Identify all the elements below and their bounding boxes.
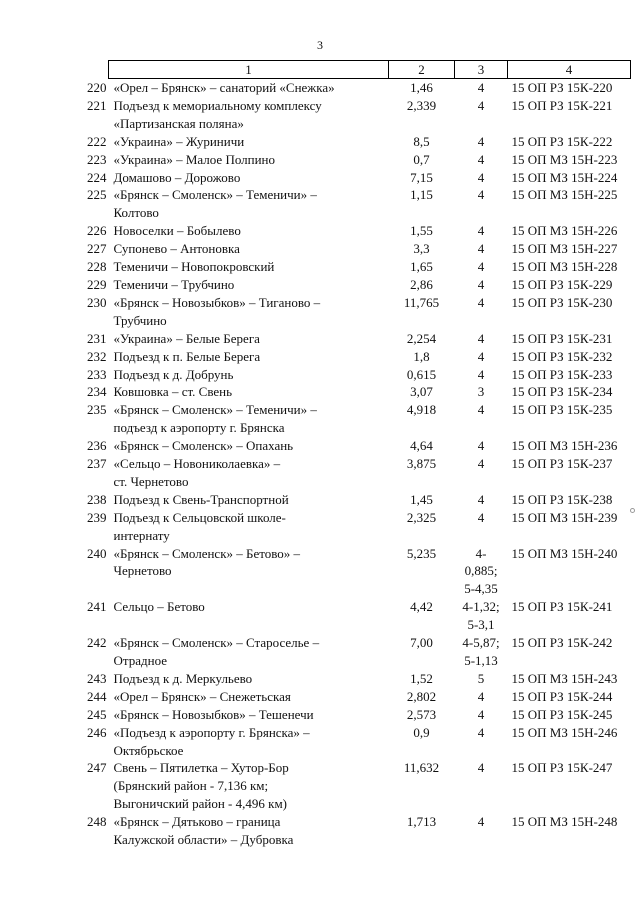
road-name-cell bbox=[87, 222, 389, 240]
header-col-3: 3 bbox=[455, 61, 508, 79]
road-name-line: «Партизанская поляна» bbox=[113, 115, 244, 131]
road-code-cell: 15 ОП МЗ 15Н-228 bbox=[511, 259, 618, 275]
row-number: 238 bbox=[87, 491, 107, 507]
category-cell bbox=[455, 240, 508, 258]
length-value: 7,15 bbox=[410, 169, 433, 185]
road-name-line: Подъезд к Сельцовской школе- bbox=[113, 509, 286, 525]
category-value: 4 bbox=[477, 760, 485, 776]
road-name-line: интернату bbox=[113, 527, 170, 543]
table-row bbox=[109, 151, 631, 169]
table-row bbox=[109, 383, 631, 401]
length-value: 4,918 bbox=[406, 402, 437, 418]
length-cell bbox=[389, 79, 455, 97]
row-number: 228 bbox=[87, 259, 107, 275]
road-code-cell: 15 ОП РЗ 15К-242 bbox=[511, 635, 613, 651]
length-cell bbox=[389, 455, 455, 491]
category-value: 5-1,13 bbox=[464, 653, 498, 668]
road-name-cell bbox=[87, 240, 389, 258]
length-cell bbox=[389, 437, 455, 455]
table-row bbox=[109, 294, 631, 330]
road-code-cell: 15 ОП РЗ 15К-234 bbox=[511, 384, 613, 400]
table-row bbox=[109, 276, 631, 294]
row-number: 231 bbox=[87, 330, 107, 346]
road-name-line: «Брянск – Смоленск» – Теменичи» – bbox=[113, 187, 317, 203]
road-name-line: «Украина» – Малое Полпино bbox=[113, 151, 276, 167]
table-row bbox=[109, 491, 631, 509]
table-row bbox=[109, 634, 631, 670]
road-code-cell: 15 ОП РЗ 15К-233 bbox=[511, 366, 613, 382]
road-name-cell bbox=[87, 133, 389, 151]
roads-table bbox=[87, 60, 631, 849]
road-name-line: Трубчино bbox=[113, 312, 167, 328]
road-name-cell bbox=[87, 348, 389, 366]
length-value: 0,9 bbox=[413, 724, 430, 740]
length-value: 2,339 bbox=[406, 97, 437, 113]
road-name-cell bbox=[87, 276, 389, 294]
page-number: 3 bbox=[317, 38, 323, 52]
road-name-line: «Брянск – Новозыбков» – Тиганово – bbox=[113, 294, 321, 310]
road-code-cell: 15 ОП РЗ 15К-232 bbox=[511, 348, 613, 364]
row-number: 221 bbox=[87, 97, 107, 113]
category-value: 4 bbox=[477, 456, 485, 472]
road-name-line: Подъезд к Свень-Транспортной bbox=[113, 491, 289, 507]
category-cell bbox=[455, 437, 508, 455]
category-value: 4 bbox=[477, 688, 485, 704]
road-name-cell bbox=[87, 186, 389, 222]
road-code-cell: 15 ОП МЗ 15Н-236 bbox=[511, 438, 618, 454]
category-cell bbox=[455, 670, 508, 688]
category-cell bbox=[455, 276, 508, 294]
table-row bbox=[109, 670, 631, 688]
length-cell bbox=[389, 97, 455, 133]
category-value: 3 bbox=[477, 384, 485, 400]
road-name-line: Супонево – Антоновка bbox=[113, 241, 240, 257]
table-row bbox=[109, 79, 631, 97]
road-name-line: «Брянск – Смоленск» – Опахань bbox=[113, 438, 294, 454]
length-value: 3,07 bbox=[410, 384, 433, 400]
category-value: 4 bbox=[477, 348, 485, 364]
road-name-line: Домашово – Дорожово bbox=[113, 169, 241, 185]
category-value: 4 bbox=[477, 259, 485, 275]
length-cell bbox=[389, 598, 455, 634]
road-name-line: ст. Чернетово bbox=[113, 473, 189, 489]
length-value: 1,15 bbox=[410, 187, 433, 203]
road-name-cell bbox=[87, 688, 389, 706]
road-name-line: «Сельцо – Новониколаевка» – bbox=[113, 456, 281, 472]
length-value: 1,713 bbox=[406, 814, 437, 830]
category-value: 4 bbox=[477, 241, 485, 257]
road-name-cell bbox=[87, 401, 389, 437]
road-name-line: «Брянск – Новозыбков» – Тешенечи bbox=[113, 706, 314, 722]
road-name-line: Подъезд к д. Меркульево bbox=[113, 670, 253, 686]
row-number: 230 bbox=[87, 294, 107, 310]
row-number: 223 bbox=[87, 151, 107, 167]
row-number: 243 bbox=[87, 670, 107, 686]
length-value: 1,8 bbox=[413, 348, 430, 364]
road-name-line: Калужской области» – Дубровка bbox=[113, 832, 294, 848]
road-code-cell: 15 ОП РЗ 15К-247 bbox=[511, 760, 613, 776]
row-number: 242 bbox=[87, 635, 107, 651]
road-code-cell: 15 ОП РЗ 15К-244 bbox=[511, 688, 613, 704]
category-value: 4 bbox=[477, 724, 485, 740]
row-number: 244 bbox=[87, 688, 107, 704]
category-value: 4 bbox=[477, 223, 485, 239]
road-name-line: Сельцо – Бетово bbox=[113, 599, 205, 615]
category-cell bbox=[455, 634, 508, 670]
row-number: 247 bbox=[87, 760, 107, 776]
road-name-line: «Украина» – Белые Берега bbox=[113, 330, 260, 346]
length-cell bbox=[389, 509, 455, 545]
category-cell bbox=[455, 294, 508, 330]
category-value: 5-4,35 bbox=[464, 581, 498, 597]
road-name-cell bbox=[87, 509, 389, 545]
length-value: 0,7 bbox=[413, 151, 430, 167]
road-name-cell bbox=[87, 79, 389, 97]
table-row bbox=[109, 545, 631, 599]
row-number: 236 bbox=[87, 438, 107, 454]
road-code-cell: 15 ОП РЗ 15К-230 bbox=[511, 294, 613, 310]
road-name-cell bbox=[87, 455, 389, 491]
category-value: 4 bbox=[477, 276, 485, 292]
length-value: 1,55 bbox=[410, 223, 433, 239]
road-name-cell bbox=[87, 598, 389, 634]
row-number: 225 bbox=[87, 187, 107, 203]
road-name-line: Подъезд к мемориальному комплексу bbox=[113, 97, 322, 113]
road-name-cell bbox=[87, 151, 389, 169]
length-value: 3,3 bbox=[413, 241, 430, 257]
road-name-line: (Брянский район - 7,136 км; bbox=[113, 778, 269, 794]
category-cell bbox=[455, 598, 508, 634]
road-code-cell: 15 ОП МЗ 15Н-225 bbox=[511, 187, 618, 203]
length-cell bbox=[389, 401, 455, 437]
category-value: 4 bbox=[477, 438, 485, 454]
road-name-cell bbox=[87, 670, 389, 688]
length-cell bbox=[389, 222, 455, 240]
row-number: 246 bbox=[87, 724, 107, 740]
row-number: 233 bbox=[87, 366, 107, 382]
row-number: 237 bbox=[87, 456, 107, 472]
category-cell bbox=[455, 706, 508, 724]
road-name-line: «Брянск – Дятьково – граница bbox=[113, 814, 281, 830]
road-code-cell: 15 ОП РЗ 15К-237 bbox=[511, 456, 613, 472]
length-cell bbox=[389, 258, 455, 276]
road-name-line: Теменичи – Трубчино bbox=[113, 276, 235, 292]
category-value: 4 bbox=[477, 187, 485, 203]
category-cell bbox=[455, 79, 508, 97]
table-row bbox=[109, 186, 631, 222]
road-name-cell bbox=[87, 813, 389, 849]
length-cell bbox=[389, 688, 455, 706]
length-cell bbox=[389, 491, 455, 509]
row-number: 241 bbox=[87, 599, 107, 615]
table-row bbox=[109, 258, 631, 276]
category-value: 4 bbox=[477, 294, 485, 310]
road-code-cell: 15 ОП МЗ 15Н-226 bbox=[511, 223, 618, 239]
category-cell bbox=[455, 222, 508, 240]
road-name-cell bbox=[87, 97, 389, 133]
road-name-line: Свень – Пятилетка – Хутор-Бор bbox=[113, 760, 289, 776]
length-value: 5,235 bbox=[406, 545, 437, 561]
row-number: 248 bbox=[87, 814, 107, 830]
road-name-cell bbox=[87, 294, 389, 330]
road-name-line: Теменичи – Новопокровский bbox=[113, 259, 275, 275]
category-cell bbox=[455, 813, 508, 849]
category-value: 4 bbox=[477, 80, 485, 95]
category-cell bbox=[455, 401, 508, 437]
road-name-cell bbox=[87, 759, 389, 813]
category-value: 4 bbox=[477, 706, 485, 722]
road-code-cell: 15 ОП МЗ 15Н-240 bbox=[511, 545, 618, 561]
road-name-line: «Брянск – Смоленск» – Бетово» – bbox=[113, 545, 301, 561]
category-cell bbox=[455, 455, 508, 491]
category-value: 4 bbox=[477, 133, 485, 149]
road-code-cell: 15 ОП МЗ 15Н-243 bbox=[511, 670, 618, 686]
table-row bbox=[109, 455, 631, 491]
category-value: 4 bbox=[477, 366, 485, 382]
length-cell bbox=[389, 133, 455, 151]
road-name-line: Колтово bbox=[113, 205, 159, 221]
road-name-line: Подъезд к д. Добрунь bbox=[113, 366, 234, 382]
table-row bbox=[109, 437, 631, 455]
length-value: 4,64 bbox=[410, 438, 433, 454]
road-name-line: «Орел – Брянск» – Снежетьская bbox=[113, 688, 291, 704]
category-value: 5 bbox=[477, 670, 485, 686]
length-value: 11,765 bbox=[403, 294, 440, 310]
length-value: 11,632 bbox=[403, 760, 440, 776]
length-value: 2,325 bbox=[406, 509, 437, 525]
category-value: 4 bbox=[477, 97, 485, 113]
road-code-cell: 15 ОП РЗ 15К-222 bbox=[511, 133, 613, 149]
row-number: 222 bbox=[87, 133, 107, 149]
road-code-cell: 15 ОП МЗ 15Н-248 bbox=[511, 814, 618, 830]
road-code-cell: 15 ОП РЗ 15К-221 bbox=[511, 97, 613, 113]
length-cell bbox=[389, 240, 455, 258]
category-cell bbox=[455, 186, 508, 222]
row-number: 245 bbox=[87, 706, 107, 722]
road-code-cell: 15 ОП МЗ 15Н-224 bbox=[511, 169, 618, 185]
table-row bbox=[109, 813, 631, 849]
road-code-cell: 15 ОП РЗ 15К-235 bbox=[511, 402, 613, 418]
header-col-2: 2 bbox=[389, 61, 455, 79]
road-name-line: «Украина» – Журиничи bbox=[113, 133, 245, 149]
table-row bbox=[109, 240, 631, 258]
category-value: 4 bbox=[477, 169, 485, 185]
category-cell bbox=[455, 366, 508, 384]
road-code-cell: 15 ОП РЗ 15К-229 bbox=[511, 276, 613, 292]
table-row bbox=[109, 759, 631, 813]
road-name-line: Октябрьское bbox=[113, 742, 184, 758]
table-row bbox=[109, 366, 631, 384]
road-name-line: Чернетово bbox=[113, 563, 172, 579]
table-row bbox=[109, 330, 631, 348]
category-cell bbox=[455, 169, 508, 187]
length-cell bbox=[389, 330, 455, 348]
table-row bbox=[109, 348, 631, 366]
road-name-line: Новоселки – Бобылево bbox=[113, 223, 241, 239]
road-name-line: Подъезд к п. Белые Берега bbox=[113, 348, 261, 364]
length-value: 7,00 bbox=[410, 635, 433, 651]
category-value: 4 bbox=[477, 151, 485, 167]
length-cell bbox=[389, 813, 455, 849]
category-cell bbox=[455, 383, 508, 401]
category-cell bbox=[455, 491, 508, 509]
category-cell bbox=[455, 348, 508, 366]
table-row bbox=[109, 133, 631, 151]
road-code-cell: 15 ОП РЗ 15К-231 bbox=[511, 330, 613, 346]
length-value: 1,45 bbox=[410, 491, 433, 507]
road-code-cell: 15 ОП МЗ 15Н-223 bbox=[511, 151, 618, 167]
road-code-cell: 15 ОП РЗ 15К-220 bbox=[511, 80, 613, 95]
length-value: 2,86 bbox=[410, 276, 433, 292]
length-value: 1,52 bbox=[410, 670, 433, 686]
length-cell bbox=[389, 670, 455, 688]
row-number: 224 bbox=[87, 169, 107, 185]
length-value: 1,65 bbox=[410, 259, 433, 275]
road-code-cell: 15 ОП МЗ 15Н-227 bbox=[511, 241, 618, 257]
length-value: 4,42 bbox=[410, 599, 433, 615]
category-value: 4-5,87; bbox=[462, 635, 500, 651]
category-value: 4- bbox=[475, 545, 487, 561]
length-value: 2,573 bbox=[406, 706, 437, 722]
table-row bbox=[109, 401, 631, 437]
road-name-cell bbox=[87, 258, 389, 276]
row-number: 239 bbox=[87, 509, 107, 525]
category-cell bbox=[455, 688, 508, 706]
category-value: 4 bbox=[477, 402, 485, 418]
row-number: 232 bbox=[87, 348, 107, 364]
length-cell bbox=[389, 366, 455, 384]
road-name-cell bbox=[87, 383, 389, 401]
category-cell bbox=[455, 133, 508, 151]
road-code-cell: 15 ОП РЗ 15К-245 bbox=[511, 706, 613, 722]
road-name-cell bbox=[87, 724, 389, 760]
row-number: 240 bbox=[87, 545, 107, 561]
road-name-line: «Брянск – Смоленск» – Теменичи» – bbox=[113, 402, 317, 418]
table-row bbox=[109, 706, 631, 724]
row-number: 235 bbox=[87, 402, 107, 418]
table-row bbox=[109, 222, 631, 240]
road-name-line: «Подъезд к аэропорту г. Брянска» – bbox=[113, 724, 310, 740]
road-name-line: «Брянск – Смоленск» – Староселье – bbox=[113, 635, 320, 651]
category-cell bbox=[455, 258, 508, 276]
road-name-line: Отрадное bbox=[113, 653, 167, 668]
table-row bbox=[109, 688, 631, 706]
road-name-cell bbox=[87, 634, 389, 670]
length-value: 8,5 bbox=[413, 133, 430, 149]
road-name-line: «Орел – Брянск» – санаторий «Снежка» bbox=[113, 80, 335, 95]
length-cell bbox=[389, 186, 455, 222]
road-name-line: подъезд к аэропорту г. Брянска bbox=[113, 420, 285, 436]
row-number: 229 bbox=[87, 276, 107, 292]
category-cell bbox=[455, 97, 508, 133]
category-cell bbox=[455, 759, 508, 813]
road-name-cell bbox=[87, 366, 389, 384]
road-name-cell bbox=[87, 545, 389, 599]
category-value: 4-1,32; bbox=[462, 599, 500, 615]
road-name-line: Ковшовка – ст. Свень bbox=[113, 384, 233, 400]
length-value: 1,46 bbox=[410, 80, 433, 95]
category-cell bbox=[455, 151, 508, 169]
road-name-cell bbox=[87, 169, 389, 187]
length-cell bbox=[389, 724, 455, 760]
category-value: 0,885; bbox=[464, 563, 498, 579]
length-value: 0,615 bbox=[406, 366, 437, 382]
length-value: 2,802 bbox=[406, 688, 437, 704]
length-value: 3,875 bbox=[406, 456, 437, 472]
road-name-cell bbox=[87, 706, 389, 724]
table-row bbox=[109, 169, 631, 187]
length-value: 2,254 bbox=[406, 330, 437, 346]
length-cell bbox=[389, 634, 455, 670]
header-col-1: 1 bbox=[109, 61, 389, 79]
category-value: 4 bbox=[477, 491, 485, 507]
header-col-4: 4 bbox=[508, 61, 631, 79]
road-name-line: Выгоничский район - 4,496 км) bbox=[113, 796, 288, 812]
category-cell bbox=[455, 509, 508, 545]
road-name-cell bbox=[87, 491, 389, 509]
table-row bbox=[109, 509, 631, 545]
length-cell bbox=[389, 151, 455, 169]
table-row bbox=[109, 598, 631, 634]
table-row bbox=[109, 724, 631, 760]
length-cell bbox=[389, 169, 455, 187]
row-number: 234 bbox=[87, 384, 107, 400]
road-code-cell: 15 ОП МЗ 15Н-246 bbox=[511, 724, 618, 740]
road-code-cell: 15 ОП РЗ 15К-241 bbox=[511, 599, 613, 615]
table-header-row bbox=[109, 61, 631, 79]
length-cell bbox=[389, 348, 455, 366]
category-cell bbox=[455, 545, 508, 599]
row-number: 227 bbox=[87, 241, 107, 257]
table-row bbox=[109, 97, 631, 133]
row-number: 226 bbox=[87, 223, 107, 239]
length-cell bbox=[389, 294, 455, 330]
length-cell bbox=[389, 759, 455, 813]
length-cell bbox=[389, 383, 455, 401]
category-value: 4 bbox=[477, 509, 485, 525]
length-cell bbox=[389, 276, 455, 294]
margin-mark bbox=[630, 508, 635, 513]
table-body bbox=[87, 79, 631, 849]
road-name-cell bbox=[87, 437, 389, 455]
length-cell bbox=[389, 706, 455, 724]
category-cell bbox=[455, 330, 508, 348]
road-code-cell: 15 ОП РЗ 15К-238 bbox=[511, 491, 613, 507]
category-value: 4 bbox=[477, 330, 485, 346]
category-cell bbox=[455, 724, 508, 760]
category-value: 4 bbox=[477, 814, 485, 830]
length-cell bbox=[389, 545, 455, 599]
category-value: 5-3,1 bbox=[467, 617, 495, 633]
road-name-cell bbox=[87, 330, 389, 348]
row-number: 220 bbox=[87, 80, 107, 95]
road-code-cell: 15 ОП МЗ 15Н-239 bbox=[511, 509, 618, 525]
